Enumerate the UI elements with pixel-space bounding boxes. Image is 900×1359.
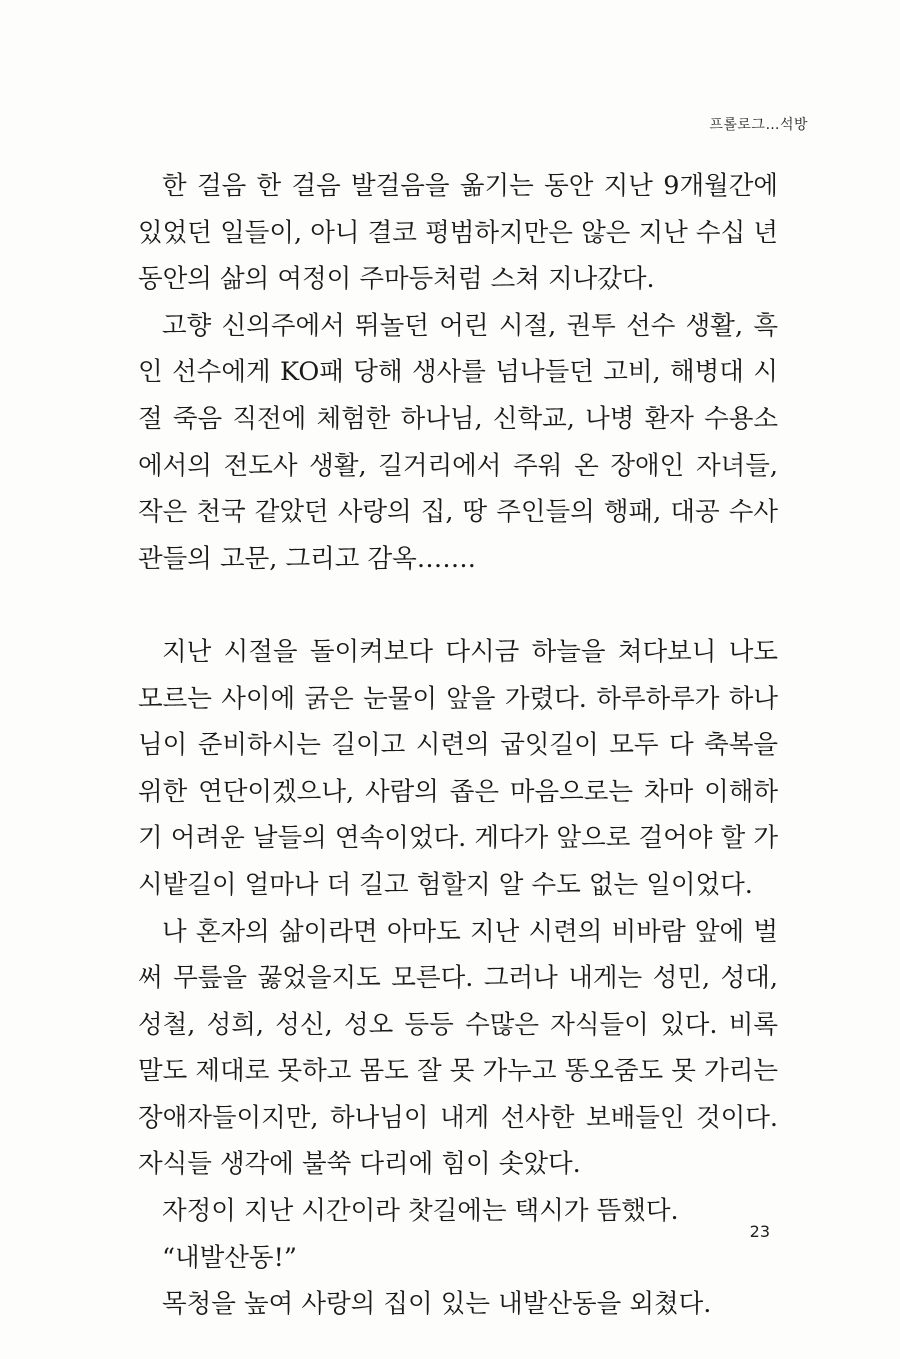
text-line: 장애자들이지만, 하나님이 내게 선사한 보배들인 것이다. xyxy=(138,1102,778,1133)
body-text xyxy=(138,163,778,1328)
text-line: 써 무릎을 꿇었을지도 모른다. 그러나 내게는 성민, 성대, xyxy=(138,963,778,994)
text-line: 관들의 고문, 그리고 감옥……. xyxy=(138,543,476,574)
text-line: 님이 준비하시는 길이고 시련의 굽잇길이 모두 다 축복을 xyxy=(138,730,778,761)
text-line: 절 죽음 직전에 체험한 하나님, 신학교, 나병 환자 수용소 xyxy=(138,403,778,434)
running-head: 프롤로그…석방 xyxy=(709,117,808,133)
text-line: 모르는 사이에 굵은 눈물이 앞을 가렸다. 하루하루가 하나 xyxy=(138,683,778,714)
section-break xyxy=(138,582,778,629)
text-line: 말도 제대로 못하고 몸도 잘 못 가누고 똥오줌도 못 가리는 xyxy=(138,1056,778,1087)
text-line: 기 어려운 날들의 연속이었다. 게다가 앞으로 걸어야 할 가 xyxy=(138,823,778,854)
text-line: 지난 시절을 돌이켜보다 다시금 하늘을 쳐다보니 나도 xyxy=(162,636,778,667)
text-line: 동안의 삶의 여정이 주마등처럼 스쳐 지나갔다. xyxy=(138,264,655,295)
text-line: 고향 신의주에서 뛰놀던 어린 시절, 권투 선수 생활, 흑 xyxy=(162,310,778,341)
text-line: 목청을 높여 사랑의 집이 있는 내발산동을 외쳤다. xyxy=(162,1289,712,1320)
text-line: 에서의 전도사 생활, 길거리에서 주워 온 장애인 자녀들, xyxy=(138,450,778,481)
text-line: 한 걸음 한 걸음 발걸음을 옮기는 동안 지난 9개월간에 xyxy=(162,171,778,201)
page-number: 23 xyxy=(749,1222,770,1241)
text-line: 인 선수에게 KO패 당해 생사를 넘나들던 고비, 해병대 시 xyxy=(138,357,778,388)
text-line: 시밭길이 얼마나 더 길고 험할지 알 수도 없는 일이었다. xyxy=(138,869,753,900)
text-line: 있었던 일들이, 아니 결코 평범하지만은 않은 지난 수십 년 xyxy=(138,217,778,248)
dialogue-line: “내발산동!” xyxy=(162,1242,297,1273)
text-line: 성철, 성희, 성신, 성오 등등 수많은 자식들이 있다. 비록 xyxy=(138,1009,778,1040)
text-line: 나 혼자의 삶이라면 아마도 지난 시련의 비바람 앞에 벌 xyxy=(162,916,778,947)
text-line: 자식들 생각에 불쑥 다리에 힘이 솟았다. xyxy=(138,1149,581,1180)
text-line: 위한 연단이겠으나, 사람의 좁은 마음으로는 차마 이해하 xyxy=(138,776,778,807)
text-line: 작은 천국 같았던 사랑의 집, 땅 주인들의 행패, 대공 수사 xyxy=(138,497,778,528)
text-line: 자정이 지난 시간이라 찻길에는 택시가 뜸했다. xyxy=(162,1196,679,1227)
